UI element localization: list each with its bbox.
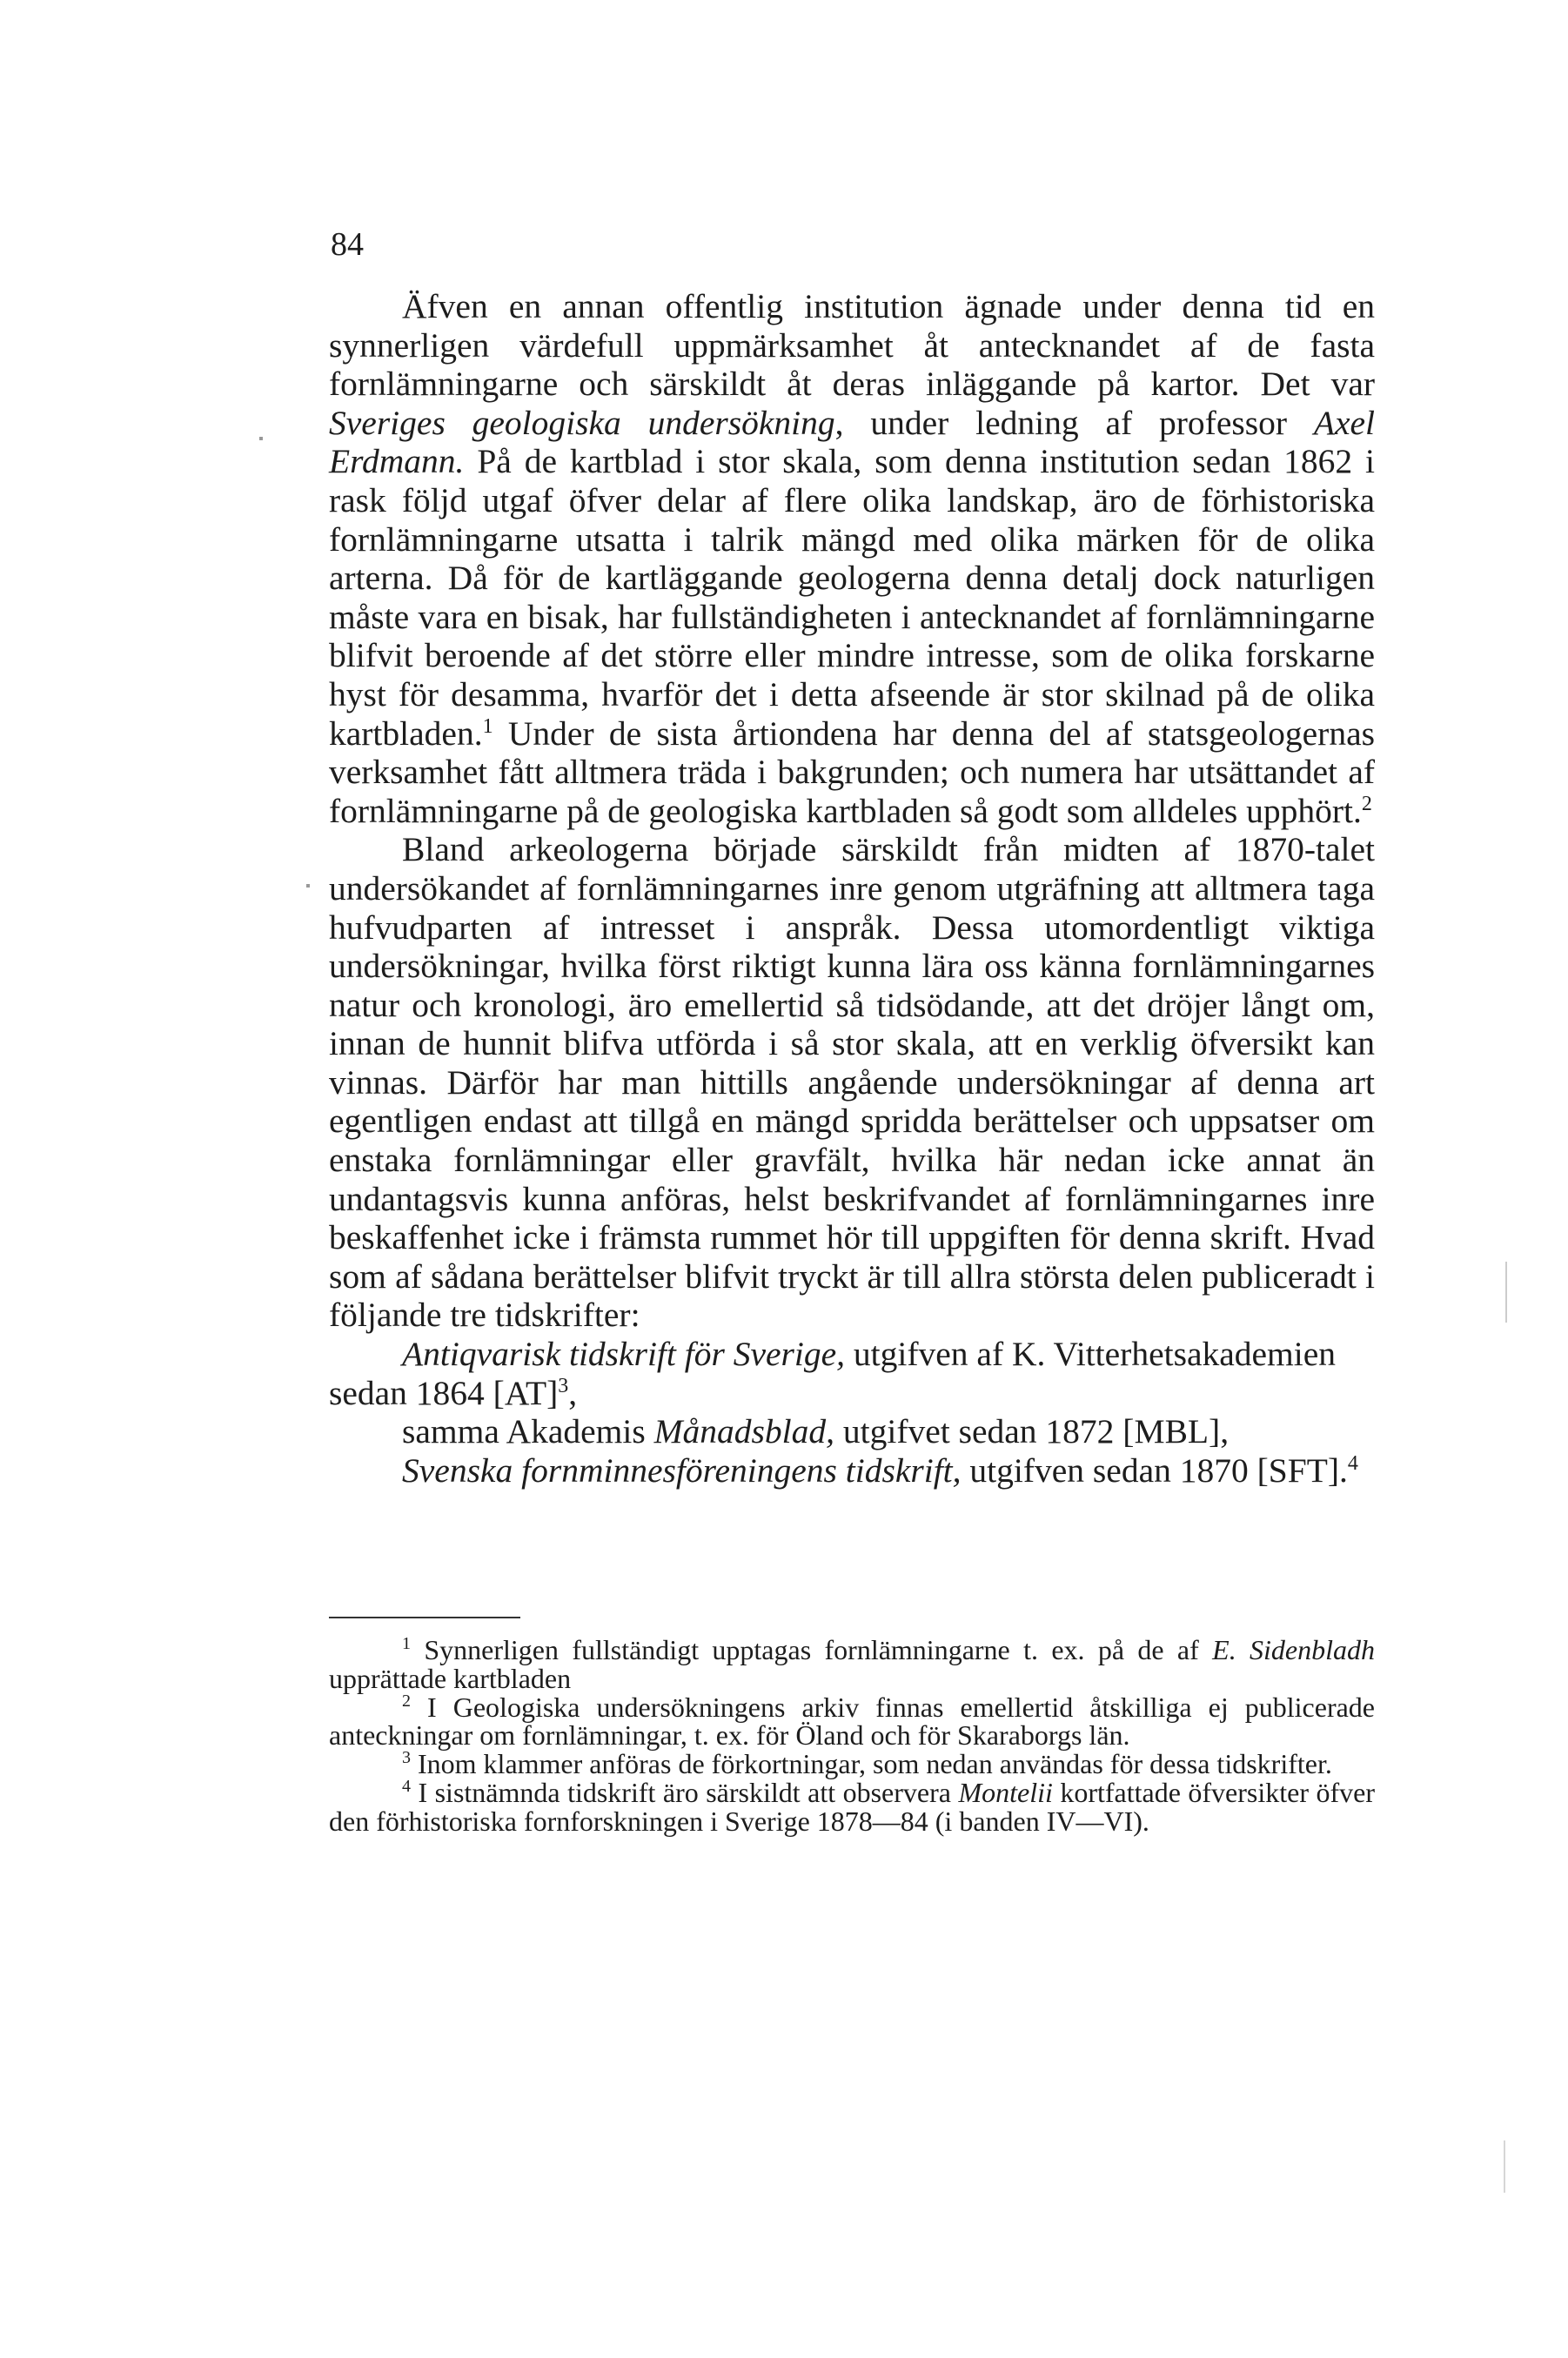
footnote-ref-2[interactable]: 2: [1361, 792, 1372, 815]
margin-mark: [1505, 1262, 1507, 1323]
footnote-ref-1[interactable]: 1: [482, 714, 493, 738]
periodicals-list: [329, 1335, 1375, 1490]
footnote-1: $^1$ Synnerligen fullständigt upptagas fornlämningarne t. ex. på de af E. Sidenbladh upprättade kartbladen: [329, 1634, 1376, 1694]
footnote-ref-3[interactable]: 3: [558, 1374, 569, 1397]
paragraph-1: Äfven en annan offentlig institution ägnade under denna tid en synnerligen värdefull uppmärksamhet åt antecknandet af de fasta fornlämningarne och särskildt åt deras inläggande på kartor. Det var Sveriges geologiska undersökning, under ledning af professor Axel Erdmann. På de kartblad i stor skala, som denna institution sedan 1862 i rask följd utgaf öfver delar af flere olika landskap, äro de förhistoriska fornlämningarne utsatta i talrik mängd med olika märken för de olika arterna. Då för de kartläggande geologerna denna detalj dock naturligen måste vara en bisak, har fullständigheten i antecknandet af fornlämningarne blifvit beroende af det större eller mindre intresse, som de olika forskarne hyst för desamma, hvarför det i detta afseende är stor skilnad på de olika kartbladen.$^1$ Under de sista årtiondena har denna del af statsgeologernas verksamhet fått alltmera träda i bakgrunden; och numera har utsättandet af fornlämningarne på de geologiska kartbladen så godt som alldeles upphört.$^2$: [329, 287, 1376, 830]
footnote-2: $^2$ I Geologiska undersökningens arkiv finnas emellertid åtskilliga ej publicerade anteckningar om fornlämningar, t. ex. för Öland och för Skaraborgs län.: [329, 1691, 1375, 1752]
footnote-ref-4[interactable]: 4: [1347, 1451, 1358, 1475]
periodical-item: Antiqvarisk tidskrift för Sverige, utgifven af K. Vitterhetsakademien sedan 1864 [AT]$^3$,: [329, 1335, 1337, 1412]
footnote-divider: [329, 1617, 520, 1618]
footnote-3: $^3$ Inom klammer anföras de förkortningar, som nedan användas för dessa tidskrifter.: [402, 1748, 1332, 1780]
italic-name-erdmann: Axel Erdmann.: [329, 403, 1376, 481]
paragraph-2: Bland arkeologerna började särskildt från midten af 1870-talet undersökandet af fornlämningarnes inre genom utgräfning att alltmera taga hufvudparten af intresset i anspråk. Dessa utomordentligt viktiga undersökningar, hvilka först riktigt kunna lära oss känna fornlämningarnes natur och kronologi, äro emellertid så tidsödande, att det dröjer långt om, innan de hunnit blifva utförda i så stor skala, att en verklig öfversikt kan vinnas. Därför har man hittills angående undersökningar af denna art egentligen endast att tillgå en mängd spridda berättelser och uppsatser om enstaka fornlämningar eller gravfält, hvilka här nedan icke annat än undantagsvis kunna anföras, helst beskrifvandet af fornlämningarnes inre beskaffenhet icke i främsta rummet hör till uppgiften för denna skrift. Hvad som af sådana berättelser blifvit tryckt är till allra största delen publiceradt i följande tre tidskrifter:: [329, 830, 1375, 1335]
footnotes: [329, 1636, 1375, 1836]
periodical-item: Svenska fornminnesföreningens tidskrift, utgifven sedan 1870 [SFT].$^4$: [402, 1450, 1358, 1490]
footnote-4: $^4$ I sistnämnda tidskrift äro särskildt att observera Montelii kortfattade öfversikter öfver den förhistoriska fornforskningen i Sverige 1878—84 (i banden IV—VI).: [329, 1776, 1376, 1837]
page-number: 84: [331, 226, 364, 263]
italic-title-sgu: Sveriges geologiska undersökning: [329, 403, 835, 442]
margin-mark: [306, 884, 310, 888]
margin-mark: [1504, 2140, 1505, 2193]
margin-mark: [259, 437, 263, 440]
main-text: [329, 287, 1375, 1490]
periodical-item: samma Akademis Månadsblad, utgifvet sedan 1872 [MBL],: [402, 1412, 1230, 1451]
